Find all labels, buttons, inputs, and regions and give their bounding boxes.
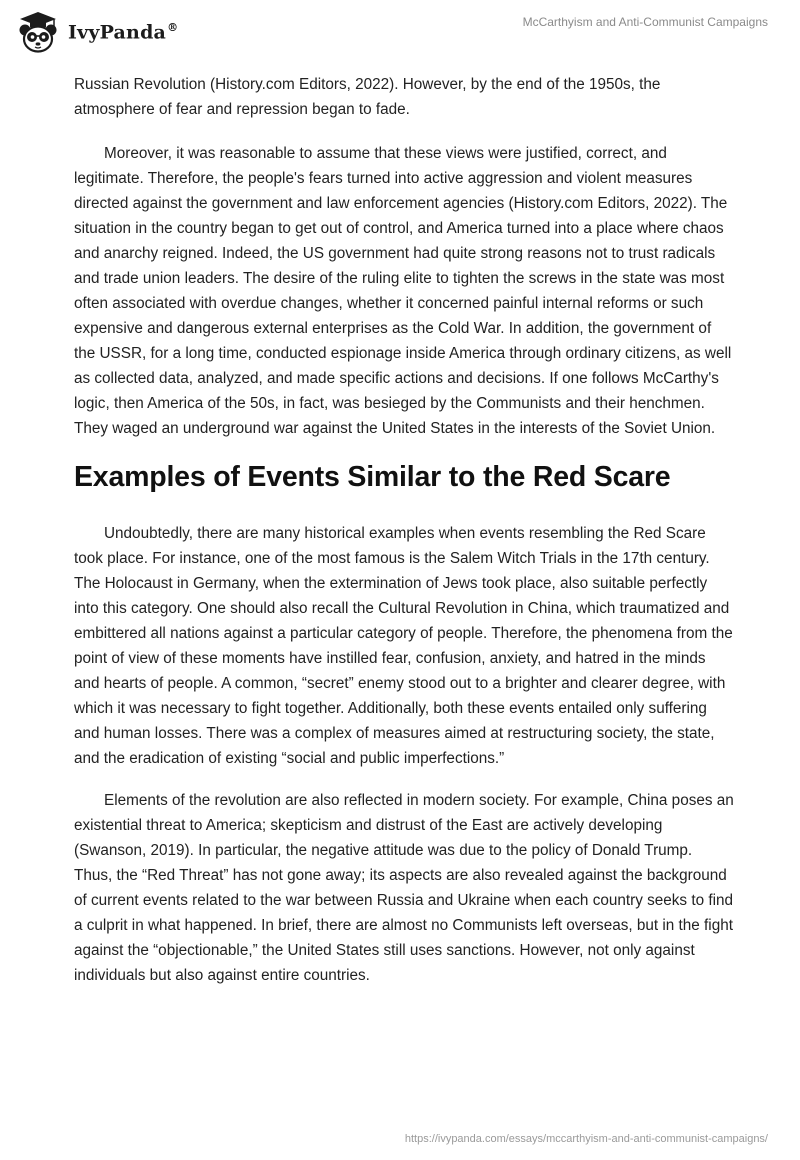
- source-url: https://ivypanda.com/essays/mccarthyism-and-anti-communist-campaigns/: [404, 1133, 768, 1145]
- document-title: McCarthyism and Anti-Communist Campaigns: [522, 15, 768, 29]
- ivypanda-logo-link[interactable]: [14, 8, 178, 56]
- brand-name: IvyPanda®: [68, 20, 179, 44]
- paragraph-continued: Russian Revolution (History.com Editors, 2022). However, by the end of the 1950s, the atmosphere of fear and repression began to fade.: [74, 76, 661, 118]
- essay-content: [74, 72, 734, 1005]
- paragraph-elements: Elements of the revolution are also reflected in modern society. For example, China poses an existential threat to America; skepticism and distrust of the East are actively developing (Swanson, 2019). In particular, the negative attitude was due to the policy of Donald Trump. Thus, the “Red Threat” has not gone away; its aspects are also revealed against the background of current events related to the war between Russia and Ukraine when each country seeks to find a culprit in what happened. In brief, there are almost no Communists left overseas, but in the fight against the “objectionable,” the United States still uses sanctions. However, not only against individuals but also against entire countries.: [74, 792, 734, 984]
- paragraph-undoubtedly: Undoubtedly, there are many historical examples when events resembling the Red Scare took place. For instance, one of the most famous is the Salem Witch Trials in the 17th century. The Holocaust in Germany, when the extermination of Jews took place, also suitable perfectly into this category. One should also recall the Cultural Revolution in China, which traumatized and embittered all nations against a particular category of people. Therefore, the phenomena from the point of view of these moments have instilled fear, confusion, anxiety, and hatred in the minds and hearts of people. A common, “secret” enemy stood out to a brighter and clearer degree, with which it was necessary to fight together. Additionally, both these events entailed only suffering and human losses. There was a complex of measures aimed at restructuring society, the state, and the eradication of existing “social and public imperfections.”: [74, 525, 733, 767]
- page-header: [0, 0, 800, 60]
- panda-mascot-icon: [14, 8, 62, 56]
- section-heading: Examples of Events Similar to the Red Scare: [74, 461, 671, 493]
- paragraph-moreover: Moreover, it was reasonable to assume that these views were justified, correct, and legitimate. Therefore, the people's fears turned into active aggression and violent measures directed against the government and law enforcement agencies (History.com Editors, 2022). The situation in the country began to get out of control, and America turned into a place where chaos and anarchy reigned. Indeed, the US government had quite strong reasons not to trust radicals and trade union leaders. The desire of the ruling elite to tighten the screws in the state was most often associated with overdue changes, whether it concerned painful internal reforms or such expensive and dangerous external enterprises as the Cold War. In addition, the government of the USSR, for a long time, conducted espionage inside America through ordinary citizens, as well as collected data, analyzed, and made specific actions and decisions. If one follows McCarthy's logic, then America of the 50s, in fact, was besieged by the Communists and their henchmen. They waged an underground war against the United States in the interests of the Soviet Union.: [74, 145, 732, 437]
